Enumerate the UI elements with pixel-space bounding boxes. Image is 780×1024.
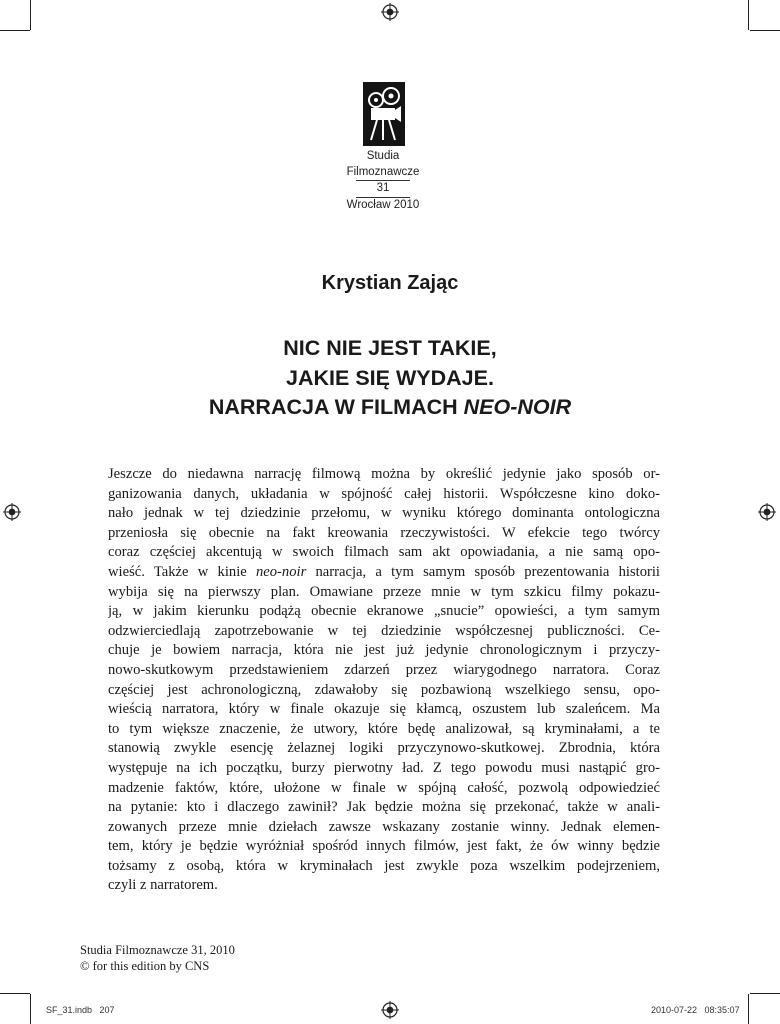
copyright-line-2: © for this edition by CNS [80, 958, 210, 973]
journal-name-line1: Studia [366, 150, 400, 162]
body-line: ją, w jakim kierunku podążą obecnie ekranowe „snucie” opowieści, a tym samym [108, 603, 660, 620]
crop-mark-bottom-left [30, 994, 31, 1024]
body-line: zowanych przeze mnie dziełach zawsze wskazany zostanie winny. Jednak elemen- [108, 818, 660, 835]
body-line-6-italic: neo-noir [255, 563, 307, 580]
crop-mark-bottom-left-h [0, 993, 30, 994]
body-line: wybija się na pierwszy plan. Omawiane przeze mnie w tym szkicu filmy pokazu- [108, 583, 660, 600]
body-line: nało jednak w tej dziedzinie przełomu, w wyniku którego dominanta ontologiczna [108, 505, 660, 522]
registration-mark-icon [758, 503, 776, 521]
slug-file-text: SF_31.indb 207 [46, 1005, 115, 1015]
title-line-3-prefix: NARRACJA W FILMACH [208, 395, 464, 419]
copyright-line-1: Studia Filmoznawcze 31, 2010 [80, 943, 235, 957]
journal-volume: 31 [376, 182, 390, 194]
title-line-3 [0, 393, 780, 423]
slug-timestamp [651, 1005, 740, 1015]
body-line: coraz częściej akcentują w swoich filmach sam akt opowiadania, a nie samą opo- [108, 544, 660, 561]
journal-name-line2: Filmoznawcze [346, 165, 420, 178]
crop-mark-bottom-right-h [750, 993, 780, 994]
body-line: czyli z narratorem. [108, 877, 218, 894]
crop-mark-top-left [30, 0, 31, 30]
crop-mark-top-left-h [0, 30, 30, 31]
body-line: wieścią narratora, który w finale okazuje się kłamcą, oszustem lub szaleńcem. Ma [108, 701, 660, 718]
title-line-1: NIC NIE JEST TAKIE, [283, 336, 497, 360]
body-line: chuje je bowiem narracja, która nie jest już jedynie chronologicznym i przyczy- [108, 642, 660, 659]
body-line: nowo-skutkowym przedstawieniem zdarzeń przez wiarygodnego narratora. Coraz [108, 661, 660, 678]
crop-mark-bottom-right [748, 994, 749, 1024]
journal-place-year: Wrocław 2010 [346, 198, 420, 211]
registration-mark-icon [3, 503, 21, 521]
registration-mark-icon [381, 3, 399, 21]
crop-mark-top-right [748, 0, 749, 30]
article-title [0, 334, 780, 423]
slug-file [46, 1005, 115, 1015]
body-line: ganizowania danych, układania w spójność całej historii. Współczesne kino doko- [108, 485, 660, 502]
body-line: na pytanie: kto i dlaczego zawinił? Jak będzie można się przekonać, także w anali- [108, 799, 660, 816]
body-line: tożsamy z osobą, która w kryminałach jest zwykle poza wszelkim podejrzeniem, [108, 857, 660, 874]
body-line-6-after: narracja, a tym samym sposób prezentowania historii [306, 563, 660, 580]
body-line: częściej jest achronologiczną, zdawałoby się pozbawioną wszelkiego sensu, opo- [108, 681, 660, 698]
body-line-6-before: wieść. Także w kinie [108, 563, 256, 580]
body-line: madzenie faktów, które, ułożone w finale w spójną całość, pozwolą odpowiedzieć [108, 779, 660, 796]
journal-info [290, 149, 476, 213]
article-body [108, 465, 660, 896]
body-line: Jeszcze do niedawna narrację filmową można by określić jedynie jako sposób or- [108, 466, 660, 482]
film-camera-logo-icon [363, 82, 405, 146]
body-line: odzwierciedlają zapotrzebowanie w tej dziedzinie współczesnej publiczności. Ce- [108, 622, 660, 639]
body-line: występuje na ich początku, burzy pierwotny ład. Z tego powodu musi nastąpić gro- [108, 759, 660, 776]
body-line: to tym większe znaczenie, że utwory, które będę analizował, są kryminałami, a te [108, 720, 660, 737]
title-line-2: JAKIE SIĘ WYDAJE. [286, 365, 494, 390]
registration-mark-icon [381, 1001, 399, 1019]
body-line: stanowią zwykle esencję żelaznej logiki przyczynowo-skutkowej. Zbrodnia, która [108, 740, 660, 757]
slug-timestamp-text: 2010-07-22 08:35:07 [651, 1005, 740, 1015]
body-line [108, 563, 660, 583]
copyright-note [80, 943, 380, 974]
body-line: przeniosła się obecnie na fakt kreowania rzeczywistości. W efekcie tego twórcy [108, 524, 660, 541]
crop-mark-top-right-h [750, 30, 780, 31]
article-author: Krystian Zając [321, 272, 459, 294]
title-line-3-italic: NEO-NOIR [463, 395, 572, 419]
body-line: tem, który je będzie wyróżniał spośród innych filmów, jest fakt, że ów winny będzie [108, 838, 660, 855]
